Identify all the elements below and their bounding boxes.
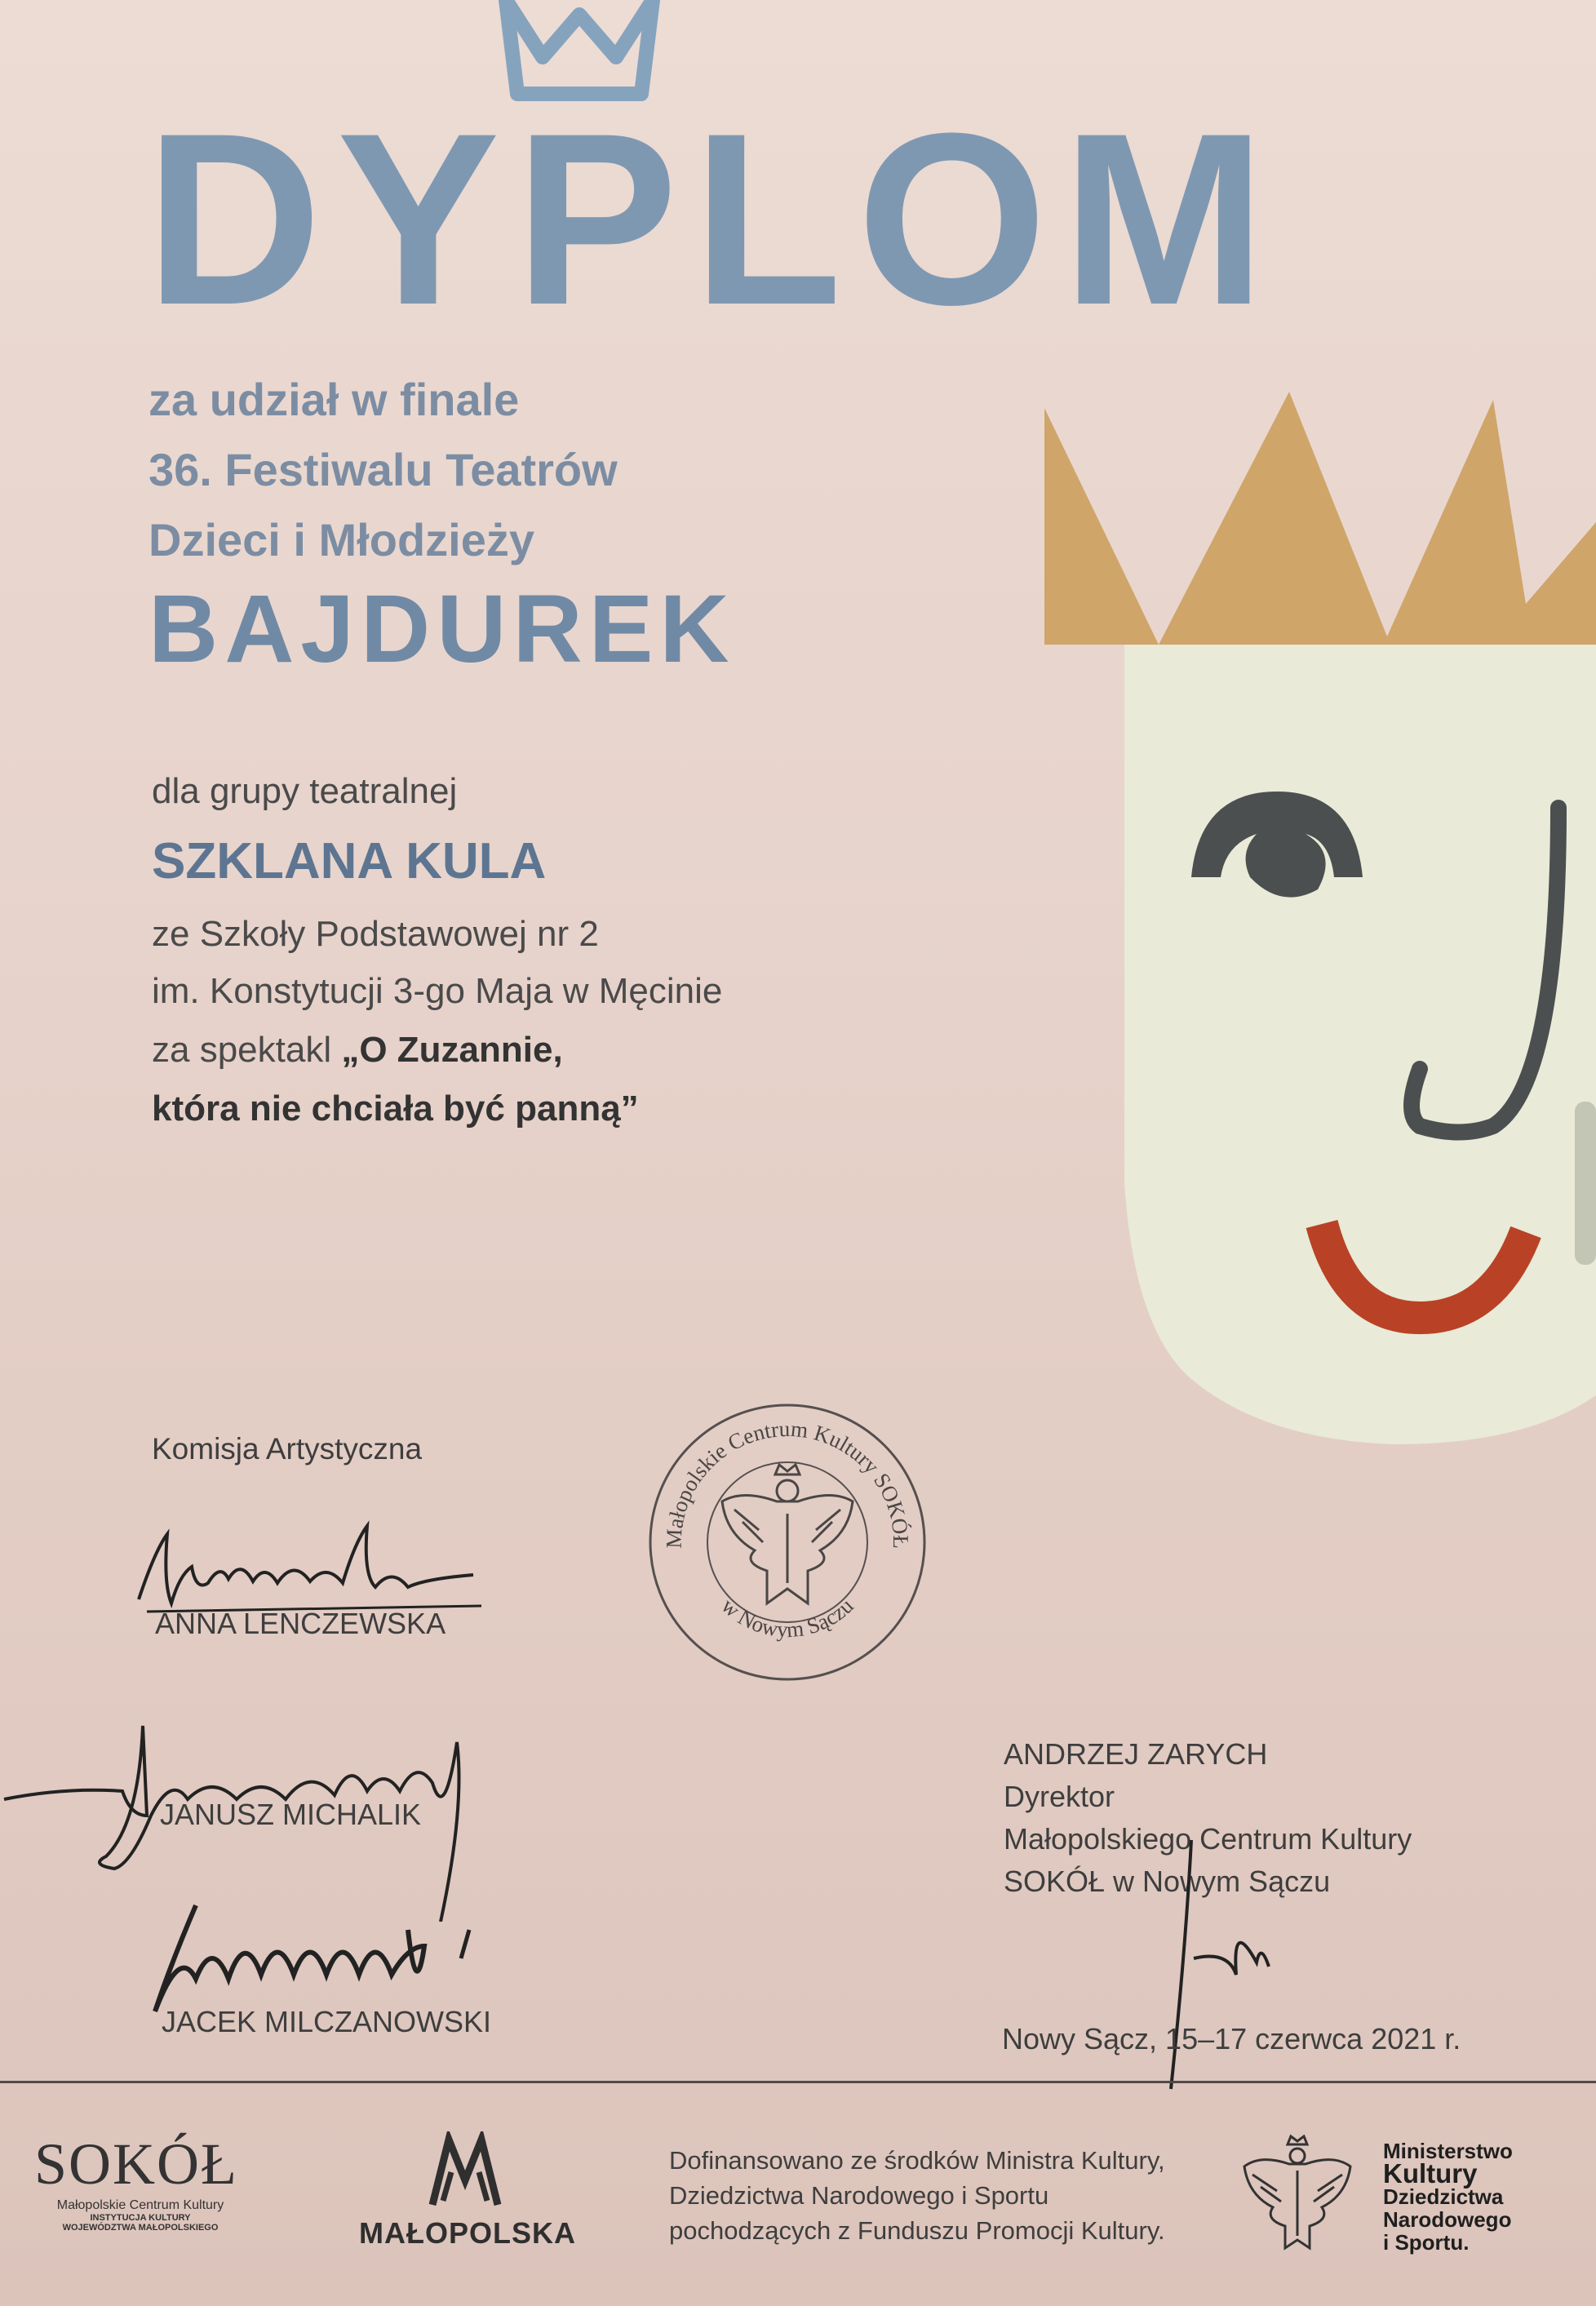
for-group-label: dla grupy teatralnej [152, 771, 458, 811]
place-and-date: Nowy Sącz, 15–17 czerwca 2021 r. [1002, 2022, 1461, 2055]
funding-note [669, 2143, 1165, 2248]
face-shape [1124, 645, 1596, 1444]
sokol-logo-line3: WOJEWÓDZTWA MAŁOPOLSKIEGO [62, 2223, 219, 2233]
play-prefix: za spektakl [152, 1030, 342, 1070]
committee-member-3: JACEK MILCZANOWSKI [162, 2005, 492, 2038]
subtitle-line-1: za udział w finale [149, 374, 520, 425]
official-stamp [645, 1399, 930, 1685]
stamp-text-bottom: w Nowym Sączu [716, 1593, 858, 1643]
stamp-text-top: Małopolskie Centrum Kultury SOKÓŁ [661, 1416, 914, 1550]
festival-name: BAJDUREK [149, 575, 736, 683]
poland-eagle-emblem-icon [1240, 2130, 1354, 2252]
ministry-line-1: Ministerstwo [1383, 2139, 1513, 2163]
director-org-line-2: SOKÓŁ w Nowym Sączu [1004, 1865, 1331, 1898]
committee-member-2: JANUSZ MICHALIK [160, 1798, 422, 1831]
sokol-logo-line2: INSTYTUCJA KULTURY [90, 2213, 191, 2223]
ministry-logo [1383, 2140, 1513, 2254]
group-name: SZKLANA KULA [152, 833, 547, 889]
malopolska-logo-icon [428, 2131, 502, 2209]
school-line-1: ze Szkoły Podstawowej nr 2 [152, 914, 599, 954]
funding-line-2: Dziedzictwa Narodowego i Sportu [669, 2181, 1049, 2210]
play-title-part-2: która nie chciała być panną” [152, 1089, 639, 1129]
footer-divider [0, 2081, 1596, 2083]
funding-line-1: Dofinansowano ze środków Ministra Kultury, [669, 2146, 1165, 2175]
sokol-logo [34, 2131, 246, 2233]
play-title-part-1: „O Zuzannie, [341, 1030, 563, 1070]
diploma-title: DYPLOM [145, 82, 1281, 356]
school-line-2: im. Konstytucji 3-go Maja w Męcinie [152, 971, 723, 1011]
signature-director [1146, 1836, 1277, 2097]
ministry-line-3: Dziedzictwa [1383, 2184, 1504, 2209]
ministry-line-5: i Sportu. [1383, 2230, 1470, 2255]
committee-member-1: ANNA LENCZEWSKA [155, 1607, 446, 1640]
sokol-logo-name: SOKÓŁ [34, 2131, 239, 2197]
king-face-illustration [1036, 367, 1596, 1493]
subtitle-line-3: Dzieci i Młodzieży [149, 514, 534, 565]
malopolska-logo-text: MAŁOPOLSKA [359, 2216, 576, 2250]
director-role: Dyrektor [1004, 1780, 1115, 1813]
ministry-line-4: Narodowego [1383, 2207, 1512, 2232]
ministry-line-2: Kultury [1383, 2158, 1478, 2188]
director-org-line-1: Małopolskiego Centrum Kultury [1004, 1822, 1412, 1856]
eagle-icon [722, 1465, 853, 1603]
sokol-logo-line1: Małopolskie Centrum Kultury [56, 2198, 224, 2212]
funding-line-3: pochodzących z Funduszu Promocji Kultury. [669, 2216, 1165, 2245]
subtitle-line-2: 36. Festiwalu Teatrów [149, 444, 618, 495]
committee-label: Komisja Artystyczna [152, 1432, 423, 1466]
director-name: ANDRZEJ ZARYCH [1004, 1737, 1268, 1771]
right-edge-shadow [1575, 1102, 1596, 1265]
crown-icon [1044, 392, 1596, 645]
svg-text:w Nowym Sączu [716, 1593, 858, 1642]
play-line-1 [152, 1032, 563, 1068]
